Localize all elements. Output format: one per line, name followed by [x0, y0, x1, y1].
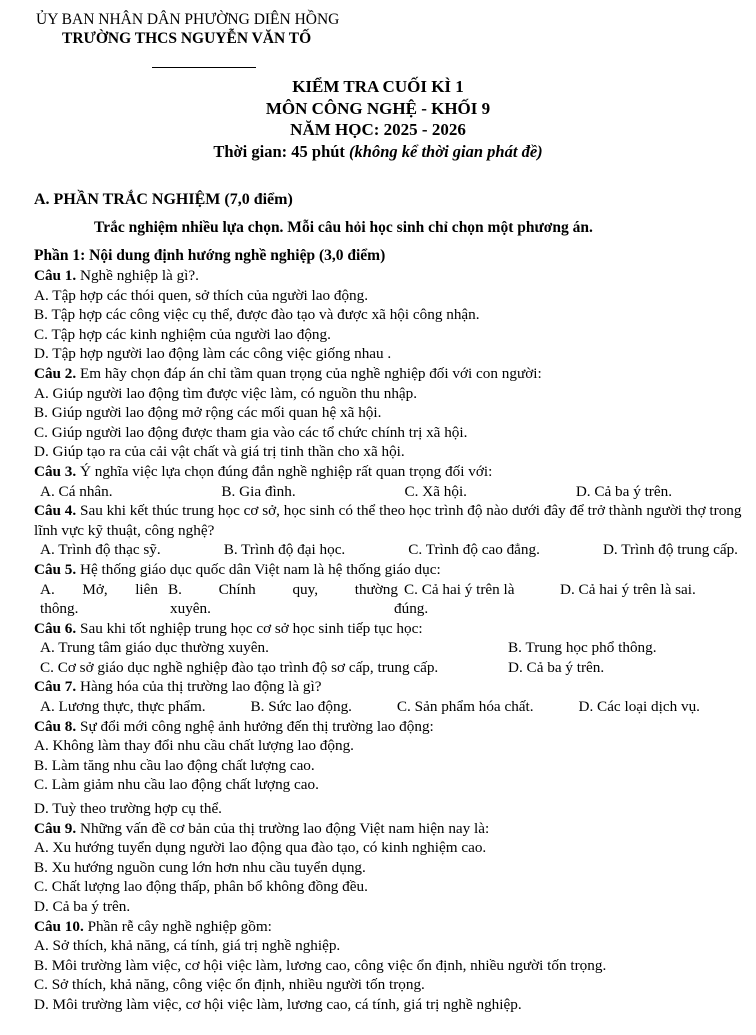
option-b-continued: xuyên.	[170, 600, 211, 618]
option-c: C. Làm giảm nhu cầu lao động chất lượng cao.	[34, 776, 319, 794]
option-b: B. Làm tăng nhu cầu lao động chất lượng cao.	[34, 756, 315, 774]
school-name: TRƯỜNG THCS NGUYỄN VĂN TỐ	[62, 30, 312, 47]
question-number: Câu 7.	[34, 678, 77, 696]
option-c: C. Cơ sở giáo dục nghề nghiệp đào tạo trình độ sơ cấp, trung cấp.	[40, 658, 439, 676]
question-text: Ý nghĩa việc lựa chọn đúng đắn nghề nghiệp rất quan trọng đối với:	[76, 462, 493, 480]
question-text: Hàng hóa của thị trường lao động là gì?	[76, 678, 322, 696]
question-text: Phần rễ cây nghề nghiệp gồm:	[83, 917, 272, 935]
question-2	[34, 364, 746, 462]
option-b: B. Gia đình.	[221, 482, 296, 500]
part-1-heading: Phần 1: Nội dung định hướng nghề nghiệp (3,0 điểm)	[34, 247, 386, 264]
question-text: Những vấn đề cơ bản của thị trường lao động Việt nam hiện nay là:	[76, 819, 490, 837]
option-d: D. Các loại dịch vụ.	[578, 698, 700, 716]
option-d: D. Tập hợp người lao động làm các công việc giống nhau .	[34, 345, 392, 363]
option-a-word: liên	[135, 580, 158, 598]
exam-content	[34, 190, 746, 1015]
option-b: B. Môi trường làm việc, cơ hội việc làm, lương cao, công việc ổn định, nhiều người tốn trọng.	[34, 956, 607, 974]
option-b: B. Giúp người lao động mở rộng các mối quan hệ xã hội.	[34, 404, 382, 422]
option-b: B. Trình độ đại học.	[223, 541, 346, 559]
option-c: C. Sản phẩm hóa chất.	[396, 698, 534, 716]
section-a-heading: A. PHẦN TRẮC NGHIỆM (7,0 điểm)	[34, 191, 293, 208]
question-9	[34, 819, 746, 917]
question-8	[34, 717, 746, 819]
header-divider	[152, 67, 256, 68]
time-label: Thời gian: 45 phút	[213, 141, 350, 161]
question-text: Nghề nghiệp là gì?.	[76, 267, 199, 284]
option-b: B. Trung học phổ thông.	[508, 639, 657, 657]
option-d: D. Cả hai ý trên là sai.	[560, 580, 696, 598]
option-a: A. Trung tâm giáo dục thường xuyên.	[40, 639, 269, 657]
time-note: (không kể thời gian phát đề)	[349, 141, 543, 161]
option-d: D. Cả ba ý trên.	[575, 482, 672, 500]
option-a: A. Cá nhân.	[40, 482, 113, 500]
option-b: B. Tập hợp các công việc cụ thể, được đào tạo và được xã hội công nhận.	[34, 306, 480, 324]
question-4	[34, 501, 746, 560]
option-a-label: A.	[40, 580, 55, 598]
option-c: C. Giúp người lao động được tham gia vào các tổ chức chính trị xã hội.	[34, 423, 468, 441]
option-row	[34, 580, 746, 600]
option-d: D. Tuỳ theo trường hợp cụ thể.	[34, 800, 222, 818]
question-text: Sự đổi mới công nghệ ảnh hưởng đến thị trường lao động:	[76, 717, 434, 735]
question-number: Câu 3.	[34, 462, 77, 480]
option-c: C. Chất lượng lao động thấp, phân bổ không đồng đều.	[34, 878, 368, 896]
option-d: D. Môi trường làm việc, cơ hội việc làm, lương cao, cá tính, giá trị nghề nghiệp.	[34, 995, 522, 1013]
option-a: A. Trình độ thạc sỹ.	[40, 541, 161, 559]
option-a: A. Sở thích, khả năng, cá tính, giá trị nghề nghiệp.	[34, 937, 341, 955]
option-c: C. Tập hợp các kinh nghiệm của người lao động.	[34, 325, 331, 343]
option-a: A. Xu hướng tuyển dụng người lao động qua đào tạo, có kinh nghiệm cao.	[34, 839, 487, 857]
question-number: Câu 5.	[34, 560, 77, 578]
document-header	[34, 10, 414, 68]
option-a: A. Giúp người lao động tìm được việc làm, có nguồn thu nhập.	[34, 384, 418, 402]
option-a-word: Mở,	[82, 580, 108, 598]
option-c: C. Cả hai ý trên là	[404, 580, 515, 598]
option-row-continued	[34, 599, 746, 619]
option-d: D. Trình độ trung cấp.	[602, 541, 738, 559]
option-d: D. Giúp tạo ra của cải vật chất và giá trị tinh thần cho xã hội.	[34, 443, 405, 461]
option-c-continued: đúng.	[394, 600, 429, 618]
option-a: A. Lương thực, thực phẩm.	[40, 698, 206, 716]
option-d: D. Cả ba ý trên.	[508, 658, 605, 676]
question-3	[34, 462, 746, 501]
question-text: Em hãy chọn đáp án chỉ tầm quan trọng của nghề nghiệp đối với con người:	[76, 364, 542, 382]
question-7	[34, 677, 746, 716]
question-number: Câu 6.	[34, 619, 77, 637]
option-b-label: B.	[168, 580, 182, 598]
question-text: Sau khi kết thúc trung học cơ sở, học sinh có thể theo học trình độ nào dưới đây để trở thành người thợ trong lĩnh vực kỹ thuật, công nghệ?	[34, 502, 742, 539]
question-number: Câu 1.	[34, 267, 77, 284]
instruction-text: Trắc nghiệm nhiều lựa chọn. Mỗi câu hỏi học sinh chỉ chọn một phương án.	[94, 219, 593, 236]
exam-title: KIỂM TRA CUỐI KÌ 1	[292, 77, 464, 96]
school-year: NĂM HỌC: 2025 - 2026	[290, 120, 466, 139]
option-a: A. Tập hợp các thói quen, sở thích của người lao động.	[34, 286, 369, 304]
question-5	[34, 560, 746, 619]
exam-title-block	[0, 76, 756, 162]
time-line	[0, 141, 756, 162]
option-c: C. Sở thích, khả năng, công việc ổn định, nhiều người tốn trọng.	[34, 976, 425, 994]
option-a: A. Không làm thay đổi nhu cầu chất lượng lao động.	[34, 737, 354, 755]
option-b-word: Chính	[218, 580, 256, 598]
question-number: Câu 10.	[34, 917, 84, 935]
question-1	[34, 266, 746, 364]
option-b: B. Xu hướng nguồn cung lớn hơn nhu cầu tuyển dụng.	[34, 858, 366, 876]
question-number: Câu 9.	[34, 819, 77, 837]
question-10	[34, 917, 746, 1015]
option-c: C. Xã hội.	[404, 482, 467, 500]
option-b: B. Sức lao động.	[250, 698, 352, 716]
authority-name: ỦY BAN NHÂN DÂN PHƯỜNG DIÊN HỒNG	[36, 11, 340, 28]
question-text: Sau khi tốt nghiệp trung học cơ sở học sinh tiếp tục học:	[76, 619, 423, 637]
question-6	[34, 619, 746, 678]
option-c: C. Trình độ cao đẳng.	[408, 541, 540, 559]
option-b-word: quy,	[292, 580, 319, 598]
question-number: Câu 8.	[34, 717, 77, 735]
option-d: D. Cả ba ý trên.	[34, 898, 131, 915]
option-b-word: thường	[354, 580, 398, 598]
question-text: Hệ thống giáo dục quốc dân Việt nam là hệ thống giáo dục:	[76, 560, 441, 578]
subject-line: MÔN CÔNG NGHỆ - KHỐI 9	[265, 98, 491, 118]
question-number: Câu 4.	[34, 502, 77, 520]
question-number: Câu 2.	[34, 364, 77, 382]
option-a-continued: thông.	[40, 600, 79, 618]
